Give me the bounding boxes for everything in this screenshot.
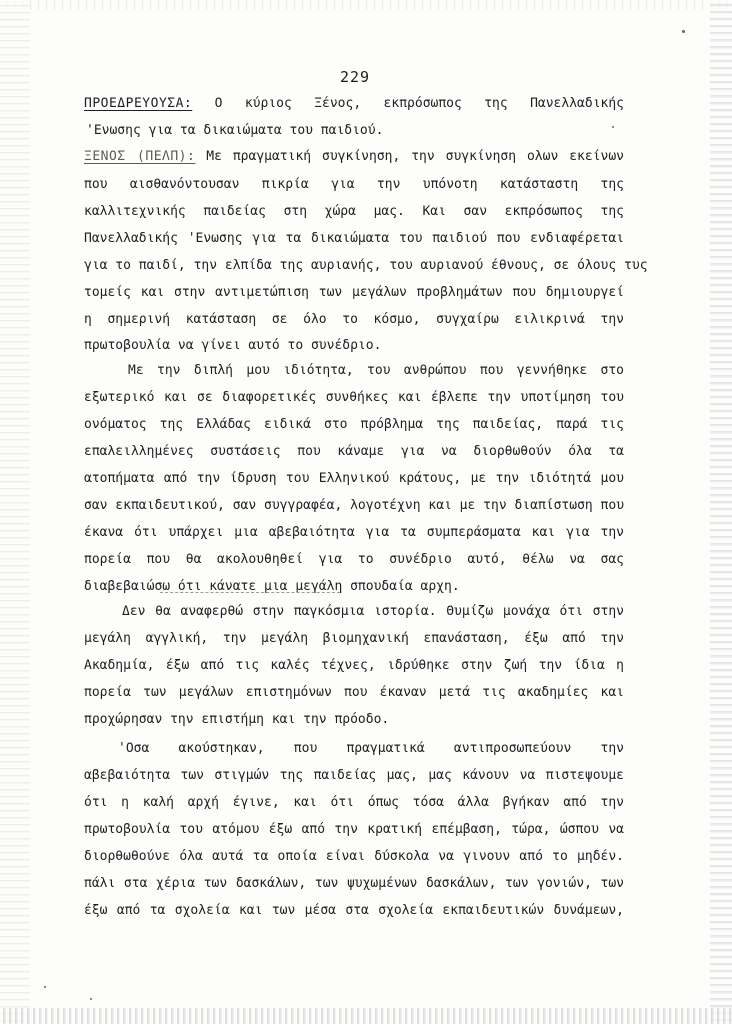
text-line: εξωτερικό και σε διαφορετικές συνθήκες και έβλεπε την υποτίμηση του (84, 390, 624, 405)
line-text: Με πραγματική συγκίνηση, την συγκίνηση ολων εκείνων (206, 149, 624, 164)
text-line: τομείς και στην αντιμετώπιση των μεγάλων προβλημάτων που δημιουργεί (84, 285, 624, 300)
text-line: πρωτοβουλία του ατόμου έξω από την κρατική επέμβαση, τώρα, ώσπου να (84, 822, 624, 837)
text-line (84, 95, 624, 113)
scan-edge-left (0, 0, 30, 1024)
speaker-label-presiding: ΠΡΟΕΔΡΕΥΟΥΣΑ: (84, 96, 193, 111)
text-line: 'Ενωσης για τα δικαιώματα του παιδιού. (86, 123, 384, 138)
text-line: Δεν θα αναφερθώ στην παγκόσμια ιστορία. Θυμίζω μονάχα ότι στην (122, 604, 624, 619)
text-line: ονόματος της Ελλάδας ειδικά στο πρόβλημα της παιδείας, παρά τις (84, 417, 624, 432)
text-line: μεγάλη αγγλική, την μεγάλη βιομηχανική επανάσταση, έξω από την (84, 631, 624, 646)
text-line: πάλι στα χέρια των δασκάλων, των ψυχωμένων δασκάλων, των γονιών, των (84, 876, 624, 891)
text-line: Πανελλαδικής 'Ενωσης για τα δικαιώματα του παιδιού που ενδιαφέρεται (84, 231, 624, 246)
text-line: ατοπήματα από την ίδρυση του Ελληνικού κράτους, με την ιδιότητά μου (84, 471, 624, 486)
scan-speck (682, 30, 685, 33)
text-line: επαλειλλημένες συστάσεις που κάναμε για να διορθωθούν όλα τα (84, 444, 624, 459)
text-line: διαβεβαιώσω ότι κάνατε μια μεγάλη σπουδαία αρχη. (84, 579, 460, 594)
scan-edge-top (0, 0, 732, 10)
scan-smudge-line (160, 592, 340, 594)
text-line: για το παιδί, την ελπίδα της αυριανής, του αυριανού έθνους, σε όλους τυς (84, 258, 648, 273)
line-text: Ο κύριος Ξένος, εκπρόσωπος της Πανελλαδικής (214, 96, 624, 111)
scan-speck (90, 998, 92, 1000)
text-line (84, 148, 624, 166)
text-line: καλλιτεχνικής παιδείας στη χώρα μας. Και σαν εκπρόσωπος της (84, 204, 624, 219)
text-line: πορεία των μεγάλων επιστημόνων που έκαναν μετά τις ακαδημίες και (84, 685, 624, 700)
text-line: έκανα ότι υπάρχει μια αβεβαιότητα για τα συμπεράσματα και για την (84, 525, 624, 540)
scan-edge-right (710, 0, 732, 1024)
text-line: που αισθανόντουσαν πικρία για την υπόνοτη κατάσταστη της (84, 177, 624, 192)
text-line: η σημερινή κατάσταση σε όλο το κόσμο, συγχαίρω ειλικρινά την (84, 312, 624, 327)
speaker-label-xenos: ΞΕΝΟΣ (ΠΕΛΠ): (84, 149, 196, 164)
text-line: ότι η καλή αρχή έγινε, και ότι όπως τόσα άλλα βγήκαν από την (84, 795, 624, 810)
text-line: Με την διπλή μου ιδιότητα, του ανθρώπου που γεννήθηκε στο (128, 363, 624, 378)
text-line: σαν εκπαιδευτικού, σαν συγγραφέα, λογοτέχνη και με την διαπίστωση που (84, 498, 625, 513)
text-line: πρωτοβουλία να γίνει αυτό το συνέδριο. (84, 338, 382, 353)
text-line: πορεία που θα ακολουθηθεί για το συνέδριο αυτό, θέλω να σας (84, 552, 624, 567)
page-number: 229 (340, 68, 371, 86)
text-line: έξω από τα σχολεία και των μέσα στα σχολεία εκπαιδευτικών δυνάμεων, (84, 903, 624, 918)
text-line: διορθωθούνε όλα αυτά τα οποία είναι δύσκολα να γινουν από το μηδέν. (84, 849, 624, 864)
scan-speck (44, 986, 46, 988)
scan-edge-bottom (0, 1008, 732, 1024)
text-line: 'Οσα ακούστηκαν, που πραγματικά αντιπροσωπεύουν την (118, 741, 624, 756)
text-line: Ακαδημία, έξω από τις καλές τέχνες, ιδρύθηκε στην ζωή την ίδια η (84, 658, 624, 673)
text-line: προχώρησαν την επιστήμη και την πρόοδο. (84, 712, 390, 727)
text-line: αβεβαιότητα των στιγμών της παιδείας μας, μας κάνουν να πιστεψουμε (84, 768, 624, 783)
